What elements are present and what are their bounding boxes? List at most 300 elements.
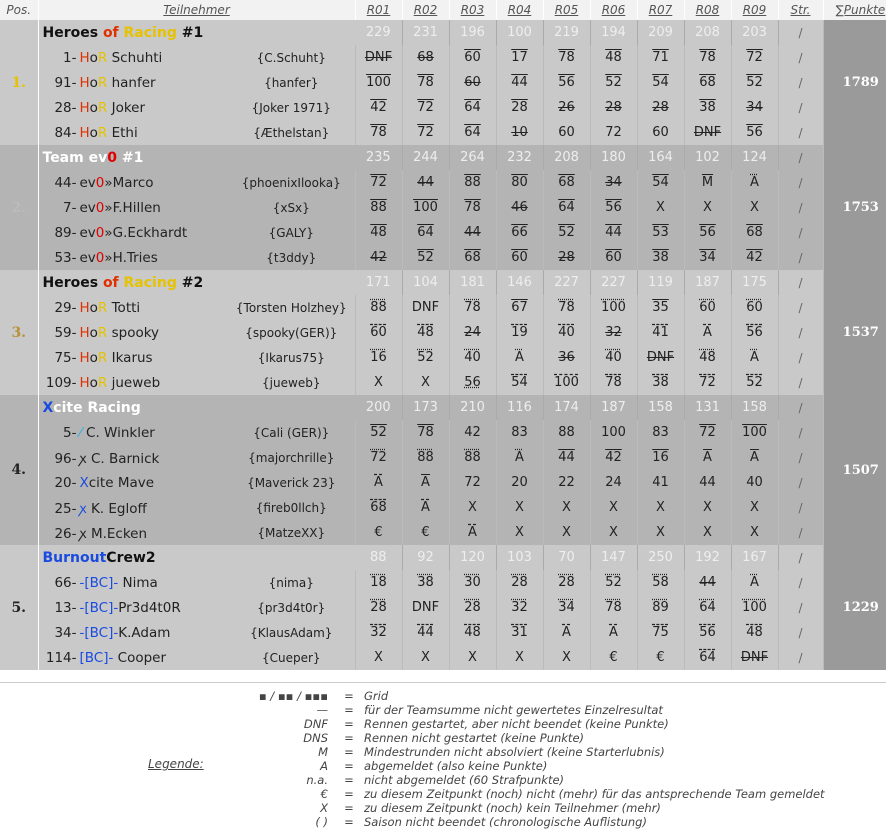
driver-team-tag: H — [79, 99, 90, 116]
driver-name: Nima — [122, 574, 158, 591]
legend-item — [240, 731, 825, 745]
driver-nickname: {C.Schuht} — [228, 45, 355, 70]
driver-team-tag: » — [104, 199, 113, 216]
race-result-value: 78 — [464, 300, 481, 315]
legend-item — [240, 689, 825, 703]
race-result — [590, 620, 637, 645]
legend-key: DNS — [303, 731, 328, 745]
race-result — [402, 220, 449, 245]
team-race-sum: 208 — [684, 20, 731, 45]
team-race-sum: 171 — [355, 270, 402, 295]
team-row — [0, 545, 886, 570]
team-race-sum: 147 — [590, 545, 637, 570]
driver-name: Joker — [107, 99, 146, 116]
team-name[interactable] — [38, 545, 355, 570]
race-result — [731, 645, 778, 670]
team-total-points: 1537 — [823, 270, 886, 395]
race-result — [496, 520, 543, 545]
driver-number: 34- — [54, 624, 77, 641]
team-race-sum: 209 — [637, 20, 684, 45]
race-result — [402, 120, 449, 145]
race-result-value: A — [421, 500, 430, 515]
driver-name: Pr3d4t0R — [118, 599, 181, 616]
driver-team-tag: H — [79, 374, 90, 391]
legend-description: zu diesem Zeitpunkt (noch) kein Teilnehmer (mehr) — [364, 801, 661, 815]
legend-item — [240, 787, 825, 801]
race-result — [355, 520, 402, 545]
race-result-value: 72 — [699, 425, 716, 440]
driver-team-tag: H — [79, 349, 90, 366]
race-result — [731, 370, 778, 395]
race-result-value: 24 — [605, 475, 622, 490]
race-result — [402, 345, 449, 370]
race-result-value: X — [515, 525, 524, 540]
race-result-value: X — [562, 650, 571, 665]
race-result-value: € — [609, 650, 618, 665]
driver-row — [0, 320, 886, 345]
race-result-value: 68 — [699, 75, 716, 90]
driver-team-tag: H — [79, 299, 90, 316]
race-result — [543, 370, 590, 395]
driver-name-cell[interactable] — [38, 645, 228, 670]
driver-team-tag: -[BC]- — [79, 624, 119, 641]
driver-team-tag: 0 — [95, 249, 105, 266]
race-result — [543, 45, 590, 70]
driver-row — [0, 620, 886, 645]
race-result-value: 88 — [370, 200, 387, 215]
race-result-value: 40 — [558, 325, 575, 340]
driver-row — [0, 445, 886, 470]
race-result — [402, 470, 449, 495]
race-result-value: 60 — [746, 300, 763, 315]
team-race-sum: 203 — [731, 20, 778, 45]
race-result-value: A — [750, 575, 759, 590]
race-result-value: 44 — [699, 575, 716, 590]
race-result-value: X — [750, 525, 759, 540]
race-result — [590, 220, 637, 245]
race-result-value: 60 — [370, 325, 387, 340]
driver-name-cell[interactable] — [38, 495, 228, 520]
race-result-value: 42 — [370, 100, 387, 115]
race-result — [637, 495, 684, 520]
race-result — [355, 170, 402, 195]
header-race: R03 — [449, 0, 496, 20]
race-result-value: 26 — [558, 100, 575, 115]
race-result-value: 42 — [605, 450, 622, 465]
race-result — [449, 120, 496, 145]
driver-number: 75- — [54, 349, 77, 366]
race-result-value: 72 — [370, 450, 387, 465]
driver-nickname: {hanfer} — [228, 70, 355, 95]
race-result — [355, 95, 402, 120]
driver-nickname: {Joker 1971} — [228, 95, 355, 120]
race-result-value: X — [421, 650, 430, 665]
race-result — [449, 345, 496, 370]
team-name-part: #1 — [176, 24, 204, 41]
race-result — [590, 345, 637, 370]
driver-name: G.Eckhardt — [112, 224, 188, 241]
race-result-value: 20 — [511, 475, 528, 490]
race-result-value: 88 — [370, 300, 387, 315]
driver-team-tag: ev — [79, 224, 96, 241]
driver-name-cell[interactable] — [38, 295, 228, 320]
team-race-sum: 250 — [637, 545, 684, 570]
race-result — [731, 570, 778, 595]
race-result — [590, 595, 637, 620]
driver-name-cell[interactable] — [38, 470, 228, 495]
race-result-value: 68 — [558, 175, 575, 190]
race-result-value: 35 — [652, 300, 669, 315]
race-result-value: 100 — [554, 375, 579, 390]
team-name-part: Crew2 — [106, 549, 156, 566]
race-result — [449, 645, 496, 670]
race-result — [496, 495, 543, 520]
legend-key: X — [320, 801, 328, 815]
race-result — [449, 520, 496, 545]
driver-team-tag: H — [79, 74, 90, 91]
legend-description: Saison nicht beendet (chronologische Auflistung) — [364, 815, 647, 829]
legend-description: zu diesem Zeitpunkt (noch) nicht (mehr) für das antsprechende Team gemeldet — [364, 787, 825, 801]
race-result — [731, 445, 778, 470]
team-row — [0, 145, 886, 170]
race-result — [731, 320, 778, 345]
race-result-value: 88 — [464, 175, 481, 190]
race-result-value: X — [468, 500, 477, 515]
team-race-sum: 103 — [496, 545, 543, 570]
driver-name-cell[interactable] — [38, 420, 228, 445]
race-result-value: 48 — [370, 225, 387, 240]
team-race-sum: 124 — [731, 145, 778, 170]
team-strike: / — [778, 270, 823, 295]
team-strike: / — [778, 145, 823, 170]
driver-name-cell[interactable] — [38, 70, 228, 95]
driver-team-tag: ev — [79, 249, 96, 266]
race-result-value: DNF — [646, 350, 675, 365]
driver-nickname: {GALY} — [228, 220, 355, 245]
driver-name-cell[interactable] — [38, 570, 228, 595]
race-result-value: 58 — [652, 575, 669, 590]
race-result — [449, 595, 496, 620]
race-result-value: $\overline{M}$ — [701, 175, 714, 190]
race-result-value: X — [656, 525, 665, 540]
legend-key: M — [318, 745, 328, 759]
team-name-part: #1 — [116, 149, 144, 166]
team-position: 2. — [0, 145, 38, 270]
race-result-value: A — [468, 525, 477, 540]
race-result-value: 42 — [464, 425, 481, 440]
driver-row — [0, 195, 886, 220]
race-result — [543, 295, 590, 320]
team-race-sum: 102 — [684, 145, 731, 170]
driver-name-cell[interactable] — [38, 320, 228, 345]
race-result — [402, 620, 449, 645]
race-result — [731, 345, 778, 370]
race-result-value: 28 — [605, 100, 622, 115]
race-result — [449, 295, 496, 320]
race-result-value: 44 — [464, 225, 481, 240]
race-result-value: $\overline{A}$ — [703, 450, 712, 465]
team-name[interactable] — [38, 270, 355, 295]
race-result — [590, 195, 637, 220]
race-result — [496, 470, 543, 495]
race-result-value: 36 — [558, 350, 575, 365]
race-result — [590, 70, 637, 95]
driver-name-cell[interactable] — [38, 170, 228, 195]
driver-name-cell[interactable] — [38, 345, 228, 370]
race-result — [543, 470, 590, 495]
driver-number: 91- — [54, 74, 77, 91]
race-result-value: 30 — [464, 575, 481, 590]
team-race-sum: 200 — [355, 395, 402, 420]
team-name-part: of — [102, 24, 124, 41]
legend-item — [240, 745, 825, 759]
driver-name: Schuhti — [107, 49, 163, 66]
race-result-value: 53 — [652, 225, 669, 240]
driver-strike: / — [778, 95, 823, 120]
driver-name-cell[interactable] — [38, 95, 228, 120]
team-position: 3. — [0, 270, 38, 395]
race-result-value: 78 — [417, 75, 434, 90]
driver-strike: / — [778, 195, 823, 220]
race-result-value: 64 — [558, 200, 575, 215]
race-result-value: 72 — [417, 100, 434, 115]
driver-name-cell[interactable] — [38, 120, 228, 145]
driver-team-tag: 0 — [95, 174, 105, 191]
driver-nickname: {Æthelstan} — [228, 120, 355, 145]
race-result — [496, 420, 543, 445]
race-result — [590, 320, 637, 345]
race-result — [590, 245, 637, 270]
race-result — [402, 95, 449, 120]
race-result — [731, 45, 778, 70]
driver-team-tag: » — [104, 224, 113, 241]
driver-nickname: {pr3d4t0r} — [228, 595, 355, 620]
race-result-value: 40 — [605, 350, 622, 365]
driver-name-cell[interactable] — [38, 220, 228, 245]
driver-name-cell[interactable] — [38, 195, 228, 220]
race-result — [590, 570, 637, 595]
race-result-value: X — [562, 500, 571, 515]
race-result — [684, 370, 731, 395]
driver-number: 25- — [54, 500, 77, 517]
race-result-value: DNF — [411, 600, 440, 615]
driver-row — [0, 595, 886, 620]
driver-number: 28- — [54, 99, 77, 116]
race-result — [637, 295, 684, 320]
legend-item — [240, 703, 825, 717]
driver-row — [0, 470, 886, 495]
race-result-value: X — [609, 500, 618, 515]
team-race-sum: 232 — [496, 145, 543, 170]
race-result-value: DNF — [364, 50, 393, 65]
race-result-value: 64 — [464, 100, 481, 115]
header-participants: Teilnehmer — [38, 0, 355, 20]
driver-name-cell[interactable] — [38, 445, 228, 470]
race-result-value: 60 — [464, 75, 481, 90]
driver-name: K.Adam — [118, 624, 171, 641]
driver-row — [0, 520, 886, 545]
race-result — [543, 345, 590, 370]
race-result — [731, 470, 778, 495]
driver-team-tag: o — [89, 299, 98, 316]
driver-name: jueweb — [107, 374, 161, 391]
race-result-value: 75 — [652, 625, 669, 640]
race-result — [684, 45, 731, 70]
team-race-sum: 116 — [496, 395, 543, 420]
team-name[interactable] — [38, 145, 355, 170]
race-result — [590, 495, 637, 520]
team-race-sum: 119 — [637, 270, 684, 295]
header-row — [0, 0, 886, 20]
race-result-value: 34 — [699, 250, 716, 265]
driver-strike: / — [778, 45, 823, 70]
driver-name-cell[interactable] — [38, 245, 228, 270]
driver-name: C. Barnick — [90, 450, 160, 467]
driver-number: 84- — [54, 124, 77, 141]
driver-number: 26- — [54, 525, 77, 542]
team-row — [0, 20, 886, 45]
race-result-value: 52 — [370, 425, 387, 440]
race-result — [449, 170, 496, 195]
race-result-value: 100 — [742, 600, 767, 615]
race-result — [496, 620, 543, 645]
team-race-sum: 70 — [543, 545, 590, 570]
driver-team-tag: ev — [79, 174, 96, 191]
race-result-value: DNF — [740, 650, 769, 665]
race-result-value: 28 — [511, 100, 528, 115]
driver-nickname: {xSx} — [228, 195, 355, 220]
legend-table — [240, 689, 825, 829]
race-result-value: 78 — [417, 425, 434, 440]
race-result-value: 60 — [511, 250, 528, 265]
driver-team-tag: R — [97, 74, 108, 91]
race-result — [449, 320, 496, 345]
race-result — [731, 170, 778, 195]
race-result — [543, 245, 590, 270]
driver-name-cell[interactable] — [38, 370, 228, 395]
header-race: R01 — [355, 0, 402, 20]
legend-description: Rennen gestartet, aber nicht beendet (keine Punkte) — [364, 717, 669, 731]
header-pos: Pos. — [0, 0, 38, 20]
race-result — [402, 445, 449, 470]
race-result-value: 41 — [652, 475, 669, 490]
driver-team-tag: o — [89, 74, 98, 91]
race-result — [731, 245, 778, 270]
team-name[interactable] — [38, 20, 355, 45]
race-result — [637, 445, 684, 470]
race-result-value: 28 — [652, 100, 669, 115]
driver-name-cell[interactable] — [38, 620, 228, 645]
race-result-value: € — [421, 525, 430, 540]
race-result-value: 56 — [605, 200, 622, 215]
race-result — [590, 420, 637, 445]
legend-item — [240, 759, 825, 773]
race-result — [496, 195, 543, 220]
driver-name-cell[interactable] — [38, 45, 228, 70]
team-name-part: Heroes — [42, 274, 103, 291]
race-result — [543, 220, 590, 245]
race-result-value: 44 — [605, 225, 622, 240]
race-result — [496, 95, 543, 120]
driver-strike: / — [778, 420, 823, 445]
race-result-value: X — [750, 500, 759, 515]
race-result — [684, 470, 731, 495]
team-race-sum: 131 — [684, 395, 731, 420]
race-result-value: 68 — [746, 225, 763, 240]
driver-nickname: {jueweb} — [228, 370, 355, 395]
team-row — [0, 270, 886, 295]
team-race-sum: 210 — [449, 395, 496, 420]
race-result-value: 64 — [699, 650, 716, 665]
race-result-value: 100 — [742, 425, 767, 440]
race-result-value: 28 — [464, 600, 481, 615]
driver-strike: / — [778, 220, 823, 245]
race-result — [449, 195, 496, 220]
race-result — [449, 370, 496, 395]
driver-name-cell[interactable] — [38, 595, 228, 620]
race-result — [355, 220, 402, 245]
driver-nickname: {Cueper} — [228, 645, 355, 670]
legend-equals: = — [344, 815, 354, 829]
team-total-points: 1229 — [823, 545, 886, 670]
driver-number: 5- — [63, 424, 77, 441]
team-race-sum: 92 — [402, 545, 449, 570]
driver-nickname: {t3ddy} — [228, 245, 355, 270]
race-result — [543, 420, 590, 445]
driver-name: F.Hillen — [112, 199, 161, 216]
legend-equals: = — [344, 759, 354, 773]
race-result-value: 46 — [511, 200, 528, 215]
driver-name-cell[interactable] — [38, 520, 228, 545]
header-race: R08 — [684, 0, 731, 20]
team-name[interactable] — [38, 395, 355, 420]
driver-team-tag: R — [97, 324, 108, 341]
race-result — [590, 520, 637, 545]
race-result-value: 42 — [746, 250, 763, 265]
race-result — [355, 570, 402, 595]
team-race-sum: 174 — [543, 395, 590, 420]
team-race-sum: 264 — [449, 145, 496, 170]
race-result — [402, 595, 449, 620]
race-result-value: 88 — [417, 450, 434, 465]
race-result-value: 56 — [699, 625, 716, 640]
team-total-points: 1507 — [823, 395, 886, 545]
race-result-value: 56 — [699, 225, 716, 240]
race-result-value: 78 — [605, 375, 622, 390]
driver-team-tag: o — [89, 324, 98, 341]
race-result-value: X — [703, 500, 712, 515]
race-result-value: 60 — [652, 125, 669, 140]
driver-name: Totti — [107, 299, 141, 316]
race-result-value: X — [515, 650, 524, 665]
race-result-value: 64 — [417, 225, 434, 240]
race-result — [496, 320, 543, 345]
team-race-sum: 194 — [590, 20, 637, 45]
team-race-sum: 231 — [402, 20, 449, 45]
header-race: R02 — [402, 0, 449, 20]
legend-key: A — [320, 759, 328, 773]
driver-number: 53- — [54, 249, 77, 266]
team-race-sum: 219 — [543, 20, 590, 45]
team-total-points: 1789 — [823, 20, 886, 145]
race-result-value: 68 — [464, 250, 481, 265]
header-race: R09 — [731, 0, 778, 20]
race-result-value: X — [374, 375, 383, 390]
race-result-value: 32 — [605, 325, 622, 340]
team-race-sum: 173 — [402, 395, 449, 420]
driver-row — [0, 370, 886, 395]
race-result-value: A — [750, 350, 759, 365]
